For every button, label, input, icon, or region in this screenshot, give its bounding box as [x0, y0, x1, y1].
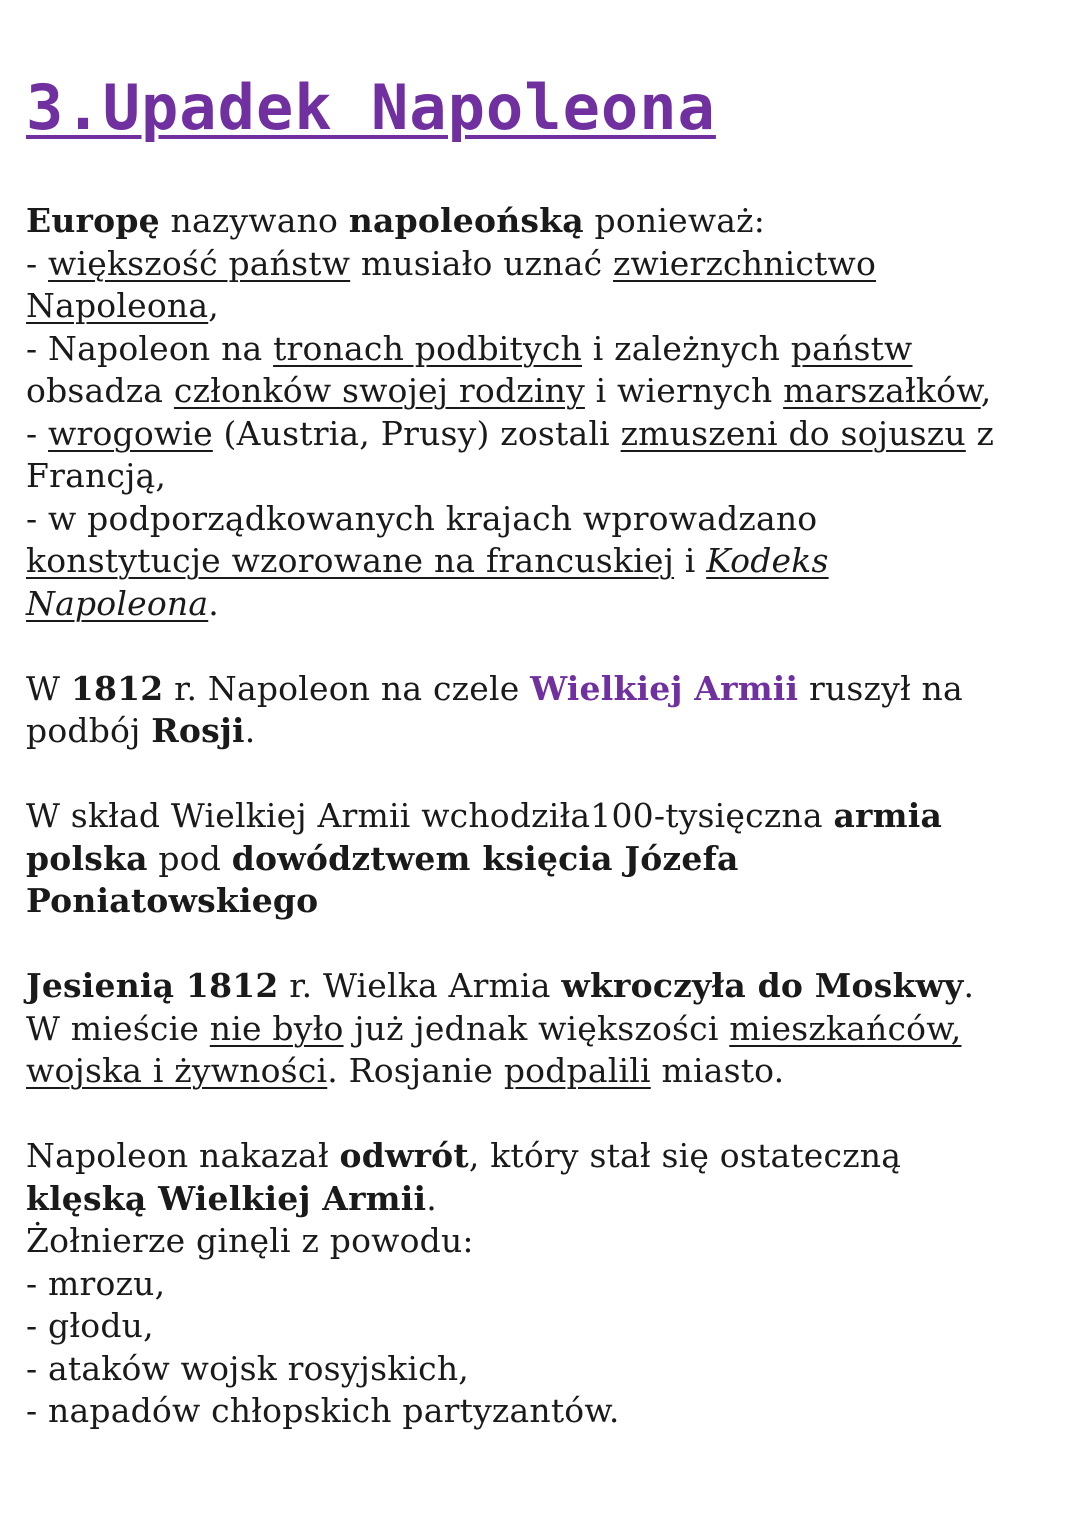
- note-page: [26, 72, 1056, 1433]
- text: Francją,: [26, 456, 167, 495]
- text-underlined: tronach podbitych: [273, 328, 582, 368]
- paragraph-1812-campaign: [26, 668, 1056, 753]
- text-underlined: marszałków: [783, 371, 981, 410]
- text-underlined: zwierzchnictwo: [612, 243, 877, 283]
- list-item: - głodu,: [26, 1306, 154, 1345]
- text: - w podporządkowanych krajach wprowadzano: [26, 498, 818, 538]
- text-bold: armia: [833, 796, 943, 835]
- text: i: [674, 541, 707, 580]
- text-underlined: wojska i żywności: [26, 1051, 328, 1090]
- paragraph-retreat: [26, 1135, 1056, 1433]
- text: obsadza: [26, 371, 174, 410]
- text: .: [426, 1178, 437, 1218]
- text: Żołnierze ginęli z powodu:: [26, 1221, 474, 1260]
- text-bold: Poniatowskiego: [26, 881, 319, 920]
- text: i zależnych: [582, 328, 791, 368]
- list-item: - ataków wojsk rosyjskich,: [26, 1348, 469, 1388]
- text-bold: Rosji: [151, 711, 245, 750]
- text: i wiernych: [584, 371, 784, 410]
- text: . Rosjanie: [327, 1051, 504, 1090]
- text-bold: Jesienią 1812: [26, 966, 279, 1005]
- text-underlined: konstytucje wzorowane na francuskiej: [26, 541, 675, 580]
- text: .: [208, 583, 219, 623]
- text-underlined: wrogowie: [48, 413, 213, 453]
- text-underlined: zmuszeni do sojuszu: [620, 413, 966, 453]
- text: ruszył na: [798, 668, 963, 708]
- text-bold: wkroczyła do Moskwy: [561, 966, 964, 1005]
- text: r. Wielka Armia: [278, 966, 562, 1005]
- text: -: [26, 243, 49, 283]
- text-underlined: państw: [790, 328, 913, 368]
- paragraph-polish-army: [26, 795, 1056, 923]
- text-underlined: podpalili: [503, 1051, 651, 1090]
- text: Napoleon nakazał: [26, 1136, 340, 1175]
- text-underlined-italic: Kodeks: [706, 541, 829, 580]
- text: (Austria, Prusy) zostali: [212, 413, 621, 453]
- text: z: [965, 413, 995, 453]
- text-bold: polska: [26, 838, 148, 878]
- text: -: [26, 413, 49, 453]
- text: pod: [147, 838, 232, 878]
- text-underlined: członków swojej rodziny: [173, 371, 585, 410]
- text: miasto.: [650, 1051, 785, 1090]
- text: , który stał się ostateczną: [468, 1136, 902, 1175]
- paragraph-moscow: [26, 965, 1056, 1093]
- text-underlined: Napoleona: [26, 286, 209, 325]
- text-underlined: mieszkańców,: [729, 1008, 962, 1048]
- text-underlined: większość państw: [48, 243, 351, 283]
- text-bold: 1812: [70, 668, 164, 708]
- text-underlined: nie było: [209, 1008, 344, 1048]
- text-bold: odwrót: [339, 1136, 469, 1175]
- text: .: [244, 711, 256, 750]
- text: W skład Wielkiej Armii wchodziła100-tysięczna: [26, 796, 834, 835]
- text-underlined-italic: Napoleona: [26, 583, 209, 623]
- text-bold: klęską Wielkiej Armii: [26, 1178, 427, 1218]
- list-item: - napadów chłopskich partyzantów.: [26, 1391, 620, 1430]
- text: ,: [980, 371, 992, 410]
- text: .: [963, 966, 975, 1005]
- text-bold: Europę: [26, 201, 160, 240]
- text: musiało uznać: [350, 243, 613, 283]
- text: W mieście: [26, 1008, 210, 1048]
- text: - Napoleon na: [26, 328, 274, 368]
- paragraph-napoleonic-europe: [26, 200, 1056, 625]
- text: W: [26, 668, 71, 708]
- text-bold: dowództwem księcia Józefa: [231, 838, 739, 878]
- text: ,: [208, 286, 219, 325]
- text: podbój: [26, 711, 152, 750]
- text-highlight: Wielkiej Armii: [530, 668, 799, 708]
- text-bold: napoleońską: [348, 201, 584, 240]
- text: ponieważ:: [583, 201, 766, 240]
- text: r. Napoleon na czele: [163, 668, 531, 708]
- list-item: - mrozu,: [26, 1263, 166, 1303]
- text: nazywano: [159, 201, 349, 240]
- page-title: 3.Upadek Napoleona: [26, 71, 716, 144]
- text: już jednak większości: [343, 1008, 730, 1048]
